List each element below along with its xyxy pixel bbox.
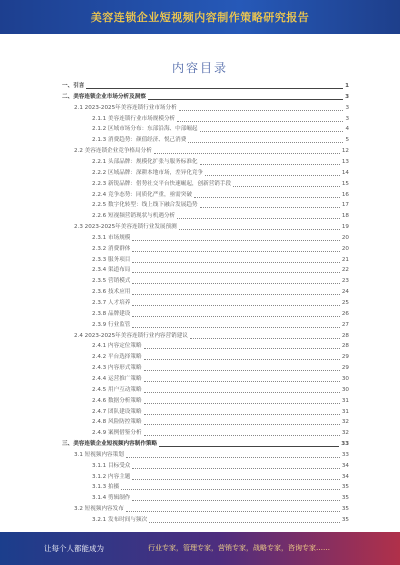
- toc-leader-line: [132, 478, 339, 480]
- toc-entry-page: 4: [345, 126, 349, 133]
- toc-entry-page: 23: [341, 278, 349, 285]
- toc-entry[interactable]: [92, 233, 349, 243]
- toc-entry[interactable]: [92, 244, 349, 254]
- toc-leader-line: [132, 326, 339, 328]
- toc-entry[interactable]: [92, 341, 349, 351]
- toc-entry-page: 34: [341, 462, 349, 469]
- toc-entry-label: 2.3 2023-2025年美容连锁行业发展预测: [74, 224, 177, 231]
- toc-leader-line: [148, 98, 343, 100]
- toc-leader-line: [177, 120, 343, 122]
- toc-entry-page: 20: [341, 245, 349, 252]
- toc-entry[interactable]: [92, 515, 349, 525]
- toc-leader-line: [132, 499, 339, 501]
- toc-entry-page: 28: [341, 343, 349, 350]
- toc-entry-page: 3: [345, 115, 349, 122]
- toc-leader-line: [177, 217, 340, 219]
- toc-entry-page: 34: [341, 473, 349, 480]
- toc-leader-line: [132, 304, 339, 306]
- toc-entry[interactable]: [92, 124, 349, 134]
- toc-entry-label: 3.1.2 内容主题: [92, 473, 131, 480]
- toc-entry-page: 33: [341, 441, 349, 448]
- toc-entry-page: 19: [341, 224, 349, 231]
- toc-leader-line: [200, 163, 340, 165]
- toc-leader-line: [179, 109, 344, 111]
- toc-entry-label: 2.3.3 服务项目: [92, 256, 131, 263]
- toc-entry-page: 15: [341, 180, 349, 187]
- toc-entry[interactable]: [92, 407, 349, 417]
- toc-entry-label: 3.1.4 剪辑制作: [92, 495, 131, 502]
- toc-entry-page: 5: [345, 137, 349, 144]
- toc-entry-page: 31: [341, 408, 349, 415]
- toc-entry[interactable]: [92, 472, 349, 482]
- toc-entry[interactable]: [92, 385, 349, 395]
- toc-entry-label: 2.1 2023-2025年美容连锁行业市场分析: [74, 104, 177, 111]
- toc-entry[interactable]: [92, 320, 349, 330]
- toc-entry-page: 35: [341, 495, 349, 502]
- toc-leader-line: [144, 402, 340, 404]
- toc-entry[interactable]: [92, 265, 349, 275]
- toc-entry-label: 2.2.4 竞争态势：同质化严重，亟需突破: [92, 191, 192, 198]
- toc-entry[interactable]: [92, 298, 349, 308]
- footer-slogan: 让每个人都能成为: [44, 544, 104, 553]
- toc-entry[interactable]: [92, 287, 349, 297]
- toc-entry-page: 3: [345, 93, 349, 100]
- toc-entry-label: 3.1 短视频内容策划: [74, 451, 124, 458]
- toc-leader-line: [144, 380, 340, 382]
- toc-heading: 内容目录: [171, 61, 228, 75]
- footer-banner: [0, 532, 400, 565]
- toc-entry-label: 2.4.6 数据分析策略: [92, 397, 142, 404]
- toc-entry[interactable]: [92, 211, 349, 221]
- toc-entry[interactable]: [92, 135, 349, 145]
- toc-leader-line: [132, 261, 339, 263]
- toc-entry[interactable]: [92, 114, 349, 124]
- toc-entry-label: 2.2.2 区域品牌：深耕本地市场，差异化竞争: [92, 169, 204, 176]
- toc-entry[interactable]: [74, 146, 349, 156]
- toc-entry[interactable]: [74, 504, 349, 514]
- toc-entry-label: 2.4 2023-2025年美容连锁行业内容营销建议: [74, 332, 188, 339]
- toc-entry[interactable]: [92, 352, 349, 362]
- toc-entry[interactable]: [74, 103, 349, 113]
- toc-entry-page: 21: [341, 256, 349, 263]
- toc-entry-page: 30: [341, 375, 349, 382]
- toc-entry-label: 2.3.9 行业监管: [92, 321, 131, 328]
- toc-leader-line: [144, 347, 340, 349]
- toc-entry-page: 1: [345, 83, 349, 89]
- toc-entry-label: 2.4.8 风险防控策略: [92, 419, 142, 426]
- toc-entry-label: 2.2.6 短视频营销现状与机遇分析: [92, 213, 176, 220]
- toc-entry-label: 2.3.5 营销模式: [92, 278, 131, 285]
- toc-leader-line: [86, 87, 343, 89]
- toc-entry-label: 2.4.1 内容定位策略: [92, 343, 142, 350]
- toc-leader-line: [144, 358, 340, 360]
- toc-entry-label: 2.3.7 人才培养: [92, 300, 131, 306]
- toc-entry[interactable]: [92, 309, 349, 319]
- toc-entry-label: 3.1.3 拍摄: [92, 484, 120, 491]
- toc-entry-label: 二、美容连锁企业市场分析及洞察: [62, 93, 146, 100]
- toc-entry-label: 一、引言: [62, 83, 85, 89]
- toc-entry-label: 2.3.8 品牌建设: [92, 310, 131, 317]
- toc-entry-label: 2.2.3 新锐品牌：借势社交平台快速崛起，创新营销手段: [92, 180, 232, 187]
- toc-leader-line: [159, 445, 339, 447]
- toc-entry-page: 18: [341, 213, 349, 220]
- toc-entry-page: 26: [341, 310, 349, 317]
- toc-entry[interactable]: [62, 439, 349, 449]
- toc-leader-line: [205, 174, 340, 176]
- toc-entry-page: 20: [341, 234, 349, 241]
- toc-entry-page: 30: [341, 386, 349, 393]
- toc-leader-line: [188, 141, 343, 143]
- toc-entry-page: 29: [341, 365, 349, 372]
- toc-entry-label: 三、美容连锁企业短视频内容制作策略: [62, 441, 158, 448]
- toc-entry-label: 2.2.1 头部品牌：规模化扩张与服务标准化: [92, 158, 198, 165]
- toc-entry-page: 3: [345, 104, 349, 111]
- toc-entry-page: 29: [341, 354, 349, 361]
- toc-entry-page: 12: [341, 148, 349, 155]
- toc-entry-label: 2.2.5 数字化转型：线上线下融合发展趋势: [92, 202, 198, 209]
- toc-entry-label: 2.1.3 消费趋势：颜值经济、悦己消费: [92, 137, 187, 144]
- toc-entry-page: 28: [341, 332, 349, 339]
- toc-leader-line: [132, 315, 339, 317]
- toc-leader-line: [132, 467, 339, 469]
- toc-entry[interactable]: [92, 190, 349, 200]
- toc-leader-line: [194, 196, 340, 198]
- toc-entry-label: 2.3.1 市场规模: [92, 234, 131, 241]
- toc-entry-page: 14: [341, 169, 349, 176]
- toc-entry-page: 32: [341, 419, 349, 426]
- header-banner: [0, 0, 400, 34]
- toc-entry[interactable]: [92, 200, 349, 210]
- toc-entry-page: 25: [341, 300, 349, 306]
- toc-entry-page: 32: [341, 430, 349, 437]
- footer-tagline: 行业专家，管理专家，营销专家，战略专家，咨询专家……: [148, 544, 330, 552]
- toc-entry-label: 2.4.2 平台选择策略: [92, 354, 142, 361]
- toc-entry-label: 2.1.2 区域市场分布：东部沿海、中部崛起: [92, 126, 198, 133]
- toc-leader-line: [200, 206, 340, 208]
- toc-entry[interactable]: [74, 331, 349, 341]
- toc-leader-line: [190, 337, 340, 339]
- toc-entry-label: 2.4.3 内容形式策略: [92, 365, 142, 372]
- toc-entry-label: 2.4.7 团队建设策略: [92, 408, 142, 415]
- toc-entry[interactable]: [62, 81, 349, 91]
- toc-leader-line: [144, 391, 340, 393]
- toc-entry-page: 35: [341, 484, 349, 491]
- toc-entry-label: 3.1.1 目标受众: [92, 462, 131, 469]
- toc-entry-page: 13: [341, 158, 349, 165]
- report-title: 美容连锁企业短视频内容制作策略研究报告: [90, 11, 310, 24]
- toc-leader-line: [132, 293, 339, 295]
- toc-entry-page: 24: [341, 289, 349, 296]
- toc-leader-line: [154, 152, 340, 154]
- toc-entry[interactable]: [92, 157, 349, 167]
- toc-entry-page: 27: [341, 321, 349, 328]
- toc-leader-line: [179, 228, 340, 230]
- toc-entry[interactable]: [74, 222, 349, 232]
- toc-entry[interactable]: [92, 374, 349, 384]
- toc-entry-page: 33: [341, 451, 349, 458]
- toc-entry-page: 17: [341, 202, 349, 209]
- toc-entry-page: 16: [341, 191, 349, 198]
- toc-leader-line: [233, 185, 340, 187]
- toc-entry-label: 2.3.6 技术应用: [92, 289, 131, 296]
- toc-leader-line: [126, 456, 340, 458]
- toc-leader-line: [132, 239, 339, 241]
- toc-leader-line: [126, 510, 340, 512]
- toc-entry-page: 31: [341, 397, 349, 404]
- toc-entry[interactable]: [92, 461, 349, 471]
- toc-entry[interactable]: [92, 276, 349, 286]
- toc-entry[interactable]: [92, 428, 349, 438]
- toc-entry-label: 2.4.5 用户互动策略: [92, 386, 142, 393]
- toc-entry-label: 2.3.2 消费群体: [92, 245, 131, 252]
- toc-leader-line: [132, 282, 339, 284]
- toc-entry-label: 2.4.4 运营推广策略: [92, 375, 142, 382]
- toc-entry-page: 35: [341, 506, 349, 513]
- toc-entry-label: 2.3.4 渠道布局: [92, 267, 131, 274]
- toc-leader-line: [144, 434, 340, 436]
- toc-entry[interactable]: [92, 396, 349, 406]
- toc-leader-line: [132, 250, 339, 252]
- toc-entry[interactable]: [92, 168, 349, 178]
- toc-leader-line: [144, 423, 340, 425]
- toc-leader-line: [144, 413, 340, 415]
- toc-entry[interactable]: [92, 179, 349, 189]
- toc-entry[interactable]: [92, 363, 349, 373]
- toc-entry[interactable]: [92, 255, 349, 265]
- toc-entry[interactable]: [62, 92, 349, 102]
- toc-entry[interactable]: [92, 493, 349, 503]
- toc-entry-label: 2.2 美容连锁企业竞争格局分析: [74, 148, 152, 155]
- toc-leader-line: [144, 369, 340, 371]
- toc-entry[interactable]: [74, 450, 349, 460]
- toc-leader-line: [132, 271, 339, 273]
- toc-entry-label: 3.2.1 发布时间与频次: [92, 517, 148, 523]
- toc-entry[interactable]: [92, 482, 349, 492]
- toc-entry-page: 35: [341, 517, 349, 523]
- toc-leader-line: [149, 521, 340, 523]
- toc-leader-line: [121, 488, 340, 490]
- toc-entry[interactable]: [92, 417, 349, 427]
- toc-entry-label: 3.2 短视频内容发布: [74, 506, 124, 513]
- toc-entry-label: 2.1.1 美容连锁行业市场规模分析: [92, 115, 176, 122]
- toc-leader-line: [200, 130, 344, 132]
- toc-entry-label: 2.4.9 案例借鉴分析: [92, 430, 142, 437]
- toc-entry-page: 22: [341, 267, 349, 274]
